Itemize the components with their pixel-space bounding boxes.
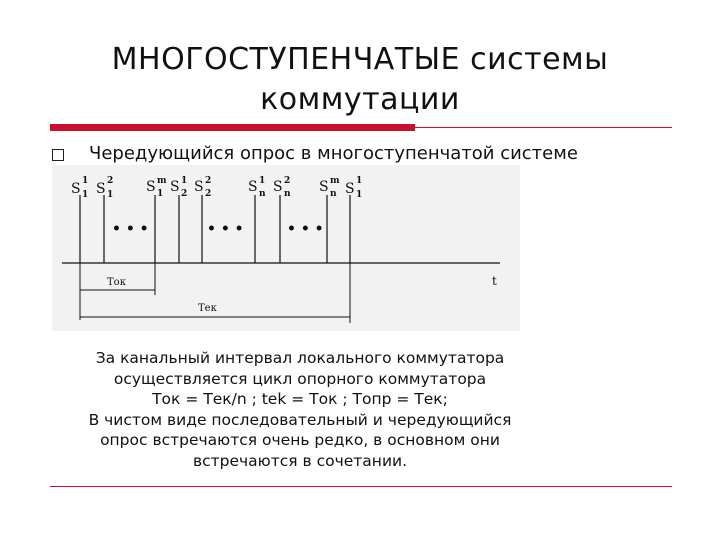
svg-text:S: S xyxy=(248,179,258,195)
pulse-label xyxy=(345,176,362,200)
polling-timing-diagram xyxy=(52,165,520,331)
svg-text:1: 1 xyxy=(181,176,188,186)
svg-text:1: 1 xyxy=(356,176,363,186)
svg-text:S: S xyxy=(194,179,204,195)
svg-text:n: n xyxy=(284,189,291,199)
pulse-label xyxy=(273,176,291,199)
svg-text:1: 1 xyxy=(356,190,363,200)
pulse-label xyxy=(248,176,266,199)
paragraph-line: встречаются в сочетании. xyxy=(192,451,408,470)
svg-text:n: n xyxy=(259,189,266,199)
svg-text:S: S xyxy=(146,179,156,195)
svg-text:2: 2 xyxy=(107,176,114,186)
bullet-square-icon xyxy=(52,149,64,161)
svg-text:2: 2 xyxy=(181,189,188,199)
svg-text:m: m xyxy=(330,176,340,186)
svg-text:S: S xyxy=(96,181,106,197)
ellipsis: • • • xyxy=(112,221,149,237)
title-underline-thick xyxy=(50,124,415,131)
footer-rule xyxy=(50,486,672,487)
svg-text:m: m xyxy=(157,176,167,186)
svg-text:2: 2 xyxy=(205,189,212,199)
bullet-text: Чередующийся опрос в многоступенчатой системе xyxy=(89,143,578,164)
svg-text:1: 1 xyxy=(107,190,114,200)
svg-text:1: 1 xyxy=(82,176,89,186)
explanation-paragraph xyxy=(40,348,560,471)
svg-text:S: S xyxy=(170,179,180,195)
svg-text:2: 2 xyxy=(205,176,212,186)
paragraph-line: опрос встречаются очень редко, в основном они xyxy=(100,431,500,449)
svg-text:S: S xyxy=(345,181,355,197)
slide-title xyxy=(0,40,720,120)
title-underline-thin xyxy=(415,127,672,128)
pulse-label xyxy=(319,176,340,199)
paragraph-line: За канальный интервал локального коммутатора xyxy=(95,349,505,367)
svg-text:1: 1 xyxy=(82,190,89,200)
paragraph-line: В чистом виде последовательный и чередующийся xyxy=(88,410,512,429)
paragraph-line: осуществляется цикл опорного коммутатора xyxy=(113,369,487,388)
paragraph-line: Ток = Тек/n ; tek = Ток ; Топр = Тек; xyxy=(152,390,448,408)
title-line-1: МНОГОСТУПЕНЧАТЫЕ системы xyxy=(111,42,609,77)
time-axis-label: t xyxy=(492,274,497,288)
pulse-label xyxy=(71,176,88,200)
title-line-2: коммутации xyxy=(260,82,460,117)
svg-text:S: S xyxy=(71,181,81,197)
interval-long-label: Тек xyxy=(198,303,217,314)
ellipsis: • • • xyxy=(207,221,244,237)
interval-short-label: Ток xyxy=(107,277,126,288)
pulse-label xyxy=(146,176,167,199)
pulse-label xyxy=(96,176,113,200)
ellipsis: • • • xyxy=(287,221,324,237)
svg-text:S: S xyxy=(273,179,283,195)
svg-text:S: S xyxy=(319,179,329,195)
timing-diagram-svg xyxy=(52,165,520,331)
pulse-label xyxy=(194,176,211,199)
svg-text:1: 1 xyxy=(157,189,164,199)
svg-text:1: 1 xyxy=(259,176,266,186)
svg-text:n: n xyxy=(330,189,337,199)
svg-text:2: 2 xyxy=(284,176,291,186)
